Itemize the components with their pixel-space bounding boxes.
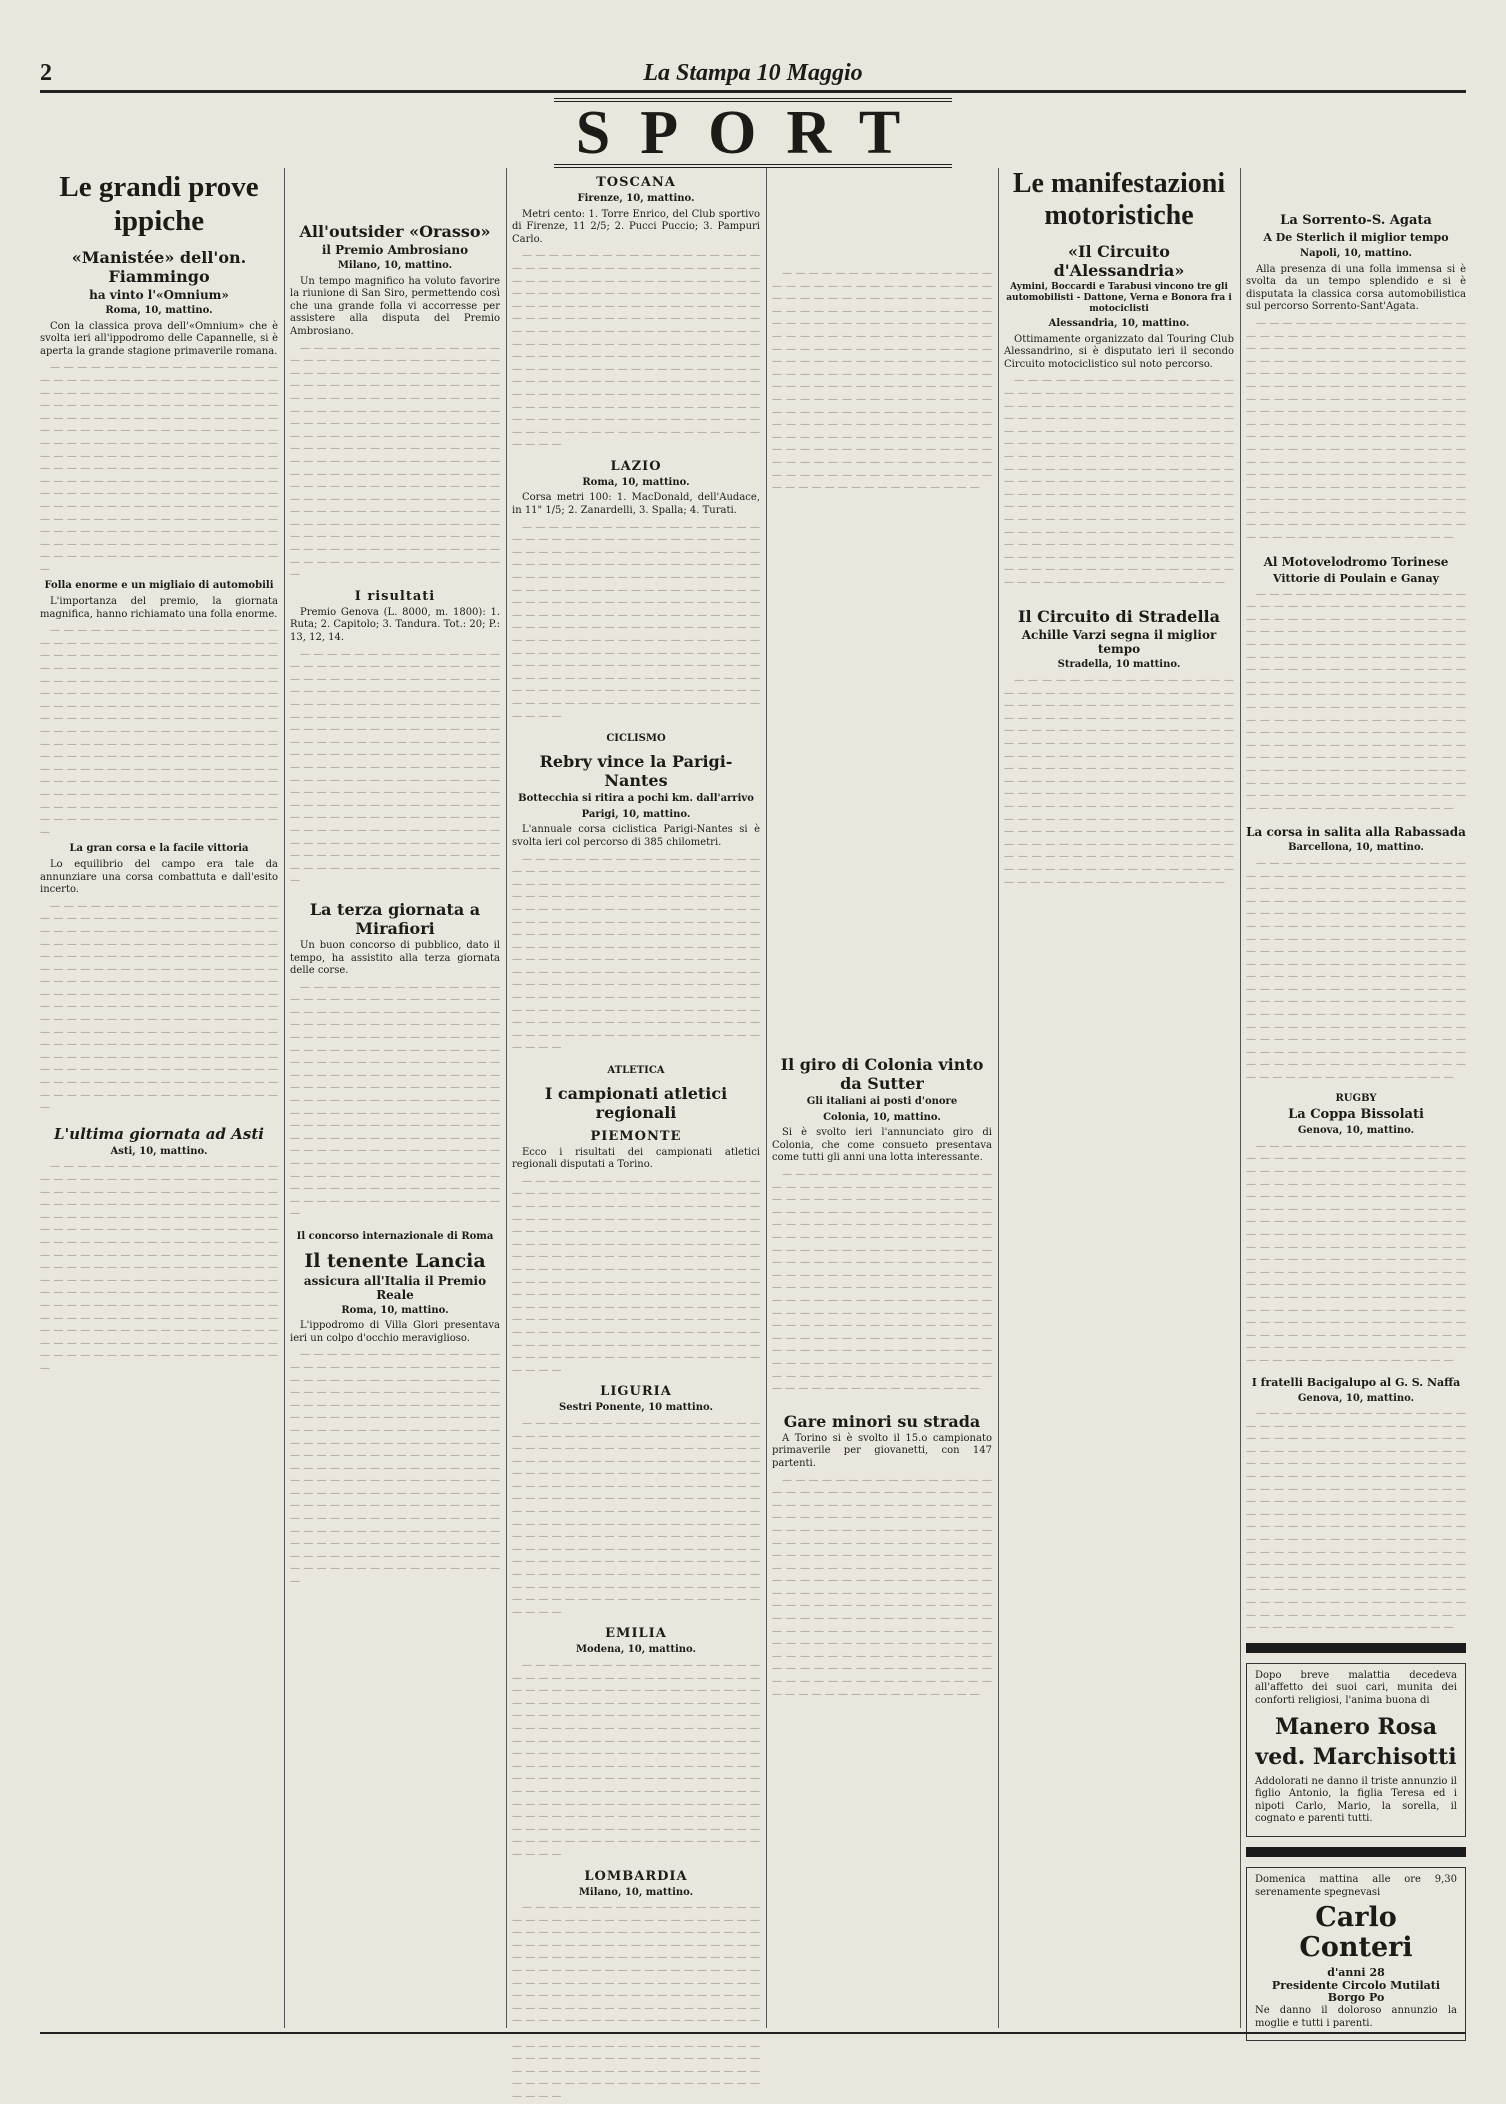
headline-sorrento: La Sorrento-S. Agata (1280, 213, 1432, 228)
section-rugby: RUGBY (1335, 1092, 1377, 1104)
dateline-firenze: Firenze, 10, mattino. (577, 193, 695, 204)
subhead-asti: L'ultima giornata ad Asti (54, 1124, 264, 1143)
article-paragraph: L'annuale corsa ciclistica Parigi-Nantes si è svolta ieri col percorso di 385 chilometri. (512, 824, 760, 848)
article-paragraph: — — — — — — — — — — — — — — — — — — — — — — — — — — — — — — — — — — — — — — — — — — — — — — — — — — — — — — — — — — — — — — — — — — — — — — — — — — — — — — — — — — — — — — — — — — — — — — — — — — — — — — — — — — — — — — — — — — — — — — — — — — — — — — — — — — — — — — — — — — — — — — — — — — — — — — — — — — — — — — — — — — — — — — — — — — — — — — — — — — — — — — — — — — — — — — — — — — — — — — — — — — — — — — — — — — — — — — — — — — — — — — — — — — — — — — — — — — — — — — — — — — — — — — — — — — — — — — — — — — — — — — — — — — — — — — — — — — — — — — — — — — — — — — — — (1246, 588, 1466, 814)
region-emilia: EMILIA (605, 1626, 667, 1642)
column-2 (290, 168, 500, 2028)
subhead-risultati: I risultati (354, 588, 436, 604)
section-banner (40, 98, 1466, 167)
dateline-roma-2: Roma, 10, mattino. (341, 1304, 449, 1316)
article-paragraph: — — — — — — — — — — — — — — — — — — — — — — — — — — — — — — — — — — — — — — — — — — — — — — — — — — — — — — — — — — — — — — — — — — — — — — — — — — — — — — — — — — — — — — — — — — — — — — — — — — — — — — — — — — — — — — — — — — — — — — — — — — — — — — — — — — — — — — — — — — — — — — — — — — — — — — — — — — — — — — — — — — — — — — — — — — — — — — — — — — — — — — — — — — — — — — — — — — — — — — — — — — — — — — — — — — — — — — — — — — — — — — — — — — — — — — — — — — — — — — — — — — — — — — — — — — — — — — — — — — — — — — — — — — — — — — — — — — — — — — — — — — — — — — — — (1246, 317, 1466, 544)
results-paragraph: Premio Genova (L. 8000, m. 1800): 1. Ruta; 2. Capitolo; 3. Tandura. Tot.: 20; P.: 13, 12, 14. (290, 606, 500, 644)
column-6 (1246, 168, 1466, 2028)
article-paragraph: Un tempo magnifico ha voluto favorire la riunione di San Siro, permettendo così che una grande folla vi accorresse per assistere alla disputa del Premio Ambrosiano. (290, 275, 500, 337)
region-liguria: LIGURIA (600, 1384, 672, 1400)
headline-campionati: I campionati atletici regionali (544, 1083, 728, 1122)
headline-rabassada: La corsa in salita alla Rabassada (1246, 825, 1466, 840)
dateline-genova-2: Genova, 10, mattino. (1297, 1392, 1415, 1404)
dateline-stradella: Stradella, 10 mattino. (1057, 659, 1181, 671)
article-paragraph: Con la classica prova dell'«Omnium» che è svolta ieri all'ippodromo delle Capannelle, si è aperta la grande stagione primaverile romana. (40, 320, 278, 357)
dateline-genova: Genova, 10, mattino. (1297, 1125, 1415, 1137)
headline-parigi-nantes: Rebry vince la Parigi-Nantes (539, 751, 733, 790)
page-number: 2 (40, 60, 52, 86)
article-paragraph: L'importanza del premio, la giornata magnifica, hanno richiamato una folla enorme. (40, 596, 278, 620)
top-rule (40, 90, 1466, 93)
article-paragraph: — — — — — — — — — — — — — — — — — — — — — — — — — — — — — — — — — — — — — — — — — — — — — — — — — — — — — — — — — — — — — — — — — — — — — — — — — — — — — — — — — — — — — — — — — — — — — — — — — — — — — — — — — — — — — — — — — — — — — — — — — — — — — — — — — — — — — — — — — — — — — — — — — — — — — — — — — — — — — — — — — — — — — — — — — — — — — — — — — — — — — — — — — — — — — — — — — — — — — — — — — — — — — — — — — — — — — — — — — — — — — — — — — — — — — — — — — — — — — — — — — — — — — — — — — — — — — — — — — — — — — — — — — — — — — — — — — — — — — — — — — — — — — — — — (290, 342, 500, 581)
obituary-conteri (1246, 1867, 1466, 2041)
subhead-folla: Folla enorme e un migliaio di automobili (44, 580, 274, 592)
column-3 (512, 168, 760, 2102)
column-divider (998, 168, 999, 2028)
column-divider (1240, 168, 1241, 2028)
article-paragraph: — — — — — — — — — — — — — — — — — — — — — — — — — — — — — — — — — — — — — — — — — — — — — — — — — — — — — — — — — — — — — — — — — — — — — — — — — — — — — — — — — — — — — — — — — — — — — — — — — — — — — — — — — — — — — — — — — — — — — — — — — — — — — — — — — — — — — — — — — — — — — — — — — — — — — — — — — — — — — — — — — — — — — — — — — — — — — — — — — — — — — — — — — — — — — — — — — — — — — — — — — — — — — — — — — — — — — — — — — — — — — — — — — — — — — — — — — — — — — — — — — — — — — — — — — — — — — — — — — — — — — — — — — — — — — — — — — — — — — — — — — — — — — — — — (40, 362, 278, 575)
dateline-barcellona: Barcellona, 10, mattino. (1288, 842, 1424, 854)
bottom-rule (40, 2032, 1466, 2034)
dateline-modena: Modena, 10, mattino. (575, 1644, 697, 1656)
headline-ippiche: Le grandi prove ippiche (59, 171, 259, 237)
headline-gare-minori: Gare minori su strada (783, 1411, 981, 1431)
subhead-concorso: Il concorso internazionale di Roma (296, 1230, 494, 1242)
subhead-omnium: ha vinto l'«Omnium» (89, 288, 229, 302)
article-paragraph: — — — — — — — — — — — — — — — — — — — — — — — — — — — — — — — — — — — — — — — — — — — — — — — — — — — — — — — — — — — — — — — — — — — — — — — — — — — — — — — — — — — — — — — — — — — — — — — — — — — — — — — — — — — — — — — — — — — — — — — — — — — — — — — — — — — — — — — — — — — — — — — — — — — — — — — — — — — — — — — — — — — — — — — — — — — — — — — — — — — — — — — — — — — — — — — — — — — — — — — — — — — — — — — — — — — — — — — — — — — — — — — — — — — — — — — — — — — — — — — — — — — — — — — — — — — — — — — — — — — — — — — — — — — — — — — — — — — — — — — — — — — — — — — — (512, 250, 760, 451)
article-paragraph: — — — — — — — — — — — — — — — — — — — — — — — — — — — — — — — — — — — — — — — — — — — — — — — — — — — — — — — — — — — — — — — — — — — — — — — — — — — — — — — — — — — — — — — — — — — — — — — — — — — — — — — — — — — — — — — — — — — — — — — — — — — — — — — — — — — — — — — — — — — — — — — — — — — — — — — — — — — — — — — — — — — — — — — — — — — — — — — — — — — — — — — — — — — — — — — — — — — — — — — — — — — — — — — — — — — — — — — — — — — — — — — — — — — — — — — — — — — — — — — — — — — — — — — — — — — — — — — — — — — — — — — — — — — — — — — — — — — — — — — — — — — — — — — — (1004, 675, 1234, 888)
section-ciclismo: CICLISMO (606, 733, 666, 745)
region-lazio: LAZIO (610, 458, 662, 474)
obituary-title: Presidente Circolo Mutilati Borgo Po (1271, 1978, 1441, 2005)
subhead-ambrosiano: il Premio Ambrosiano (321, 243, 469, 257)
dateline-colonia: Colonia, 10, mattino. (823, 1111, 941, 1123)
article-paragraph: Si è svolto ieri l'annunciato giro di Colonia, che come consueto presentava come tutti gli anni una lotta interessante. (772, 1127, 992, 1164)
article-paragraph: — — — — — — — — — — — — — — — — — — — — — — — — — — — — — — — — — — — — — — — — — — — — — — — — — — — — — — — — — — — — — — — — — — — — — — — — — — — — — — — — — — — — — — — — — — — — — — — — — — — — — — — — — — — — — — — — — — — — — — — — — — — — — — — — — — — — — — — — — — — — — — — — — — — — — — — — — — — — — — — — — — — — — — — — — — — — — — — — — — — — — — — — — — — — — — — — — — — — — — — — — — — — — — — — — — — — — — — — — — — — — — — — — — — — — — — — — — — — — — — — — — — — — — — — — — — — — — — — — — — — — — — — — — — — — — — — — — — — — — — — — — — — — — — — (512, 521, 760, 722)
obituary-lead: Domenica mattina alle ore 9,30 serenamente spegnevasi (1255, 1873, 1457, 1898)
column-divider (766, 168, 767, 2028)
region-piemonte: PIEMONTE (590, 1128, 682, 1144)
article-paragraph: Ecco i risultati dei campionati atletici regionali disputati a Torino. (512, 1146, 760, 1171)
subhead-varzi: Achille Varzi segna il miglior tempo (1021, 628, 1217, 657)
column-1 (40, 168, 278, 2028)
dateline-asti: Asti, 10, mattino. (110, 1145, 208, 1157)
dateline-napoli: Napoli, 10, mattino. (1299, 248, 1413, 259)
obituary-age: d'anni 28 (1327, 1966, 1385, 1980)
article-paragraph: — — — — — — — — — — — — — — — — — — — — — — — — — — — — — — — — — — — — — — — — — — — — — — — — — — — — — — — — — — — — — — — — — — — — — — — — — — — — — — — — — — — — — — — — — — — — — — — — — — — — — — — — — — — — — — — — — — — — — — — — — — — — — — — — — — — — — — — — — — — — — — — — — — — — — — — — — — — — — — — — — — — — — — — — — — — — — — — — — — — — — — — — — — — — — — — — — — — — — — — — — — — — — — — — — — — — — — — — — — — — — — — — — — — — — — — — — — — — — — — — — — — — — — — — — — — — — — — — — — — — — — — — — — — — — — — — — — — — — — — — — — — — — — — — (290, 1349, 500, 1588)
headline-motoristiche: Le manifestazioni motoristiche (1012, 168, 1226, 231)
dateline-roma: Roma, 10, mattino. (105, 305, 213, 316)
article-paragraph: — — — — — — — — — — — — — — — — — — — — — — — — — — — — — — — — — — — — — — — — — — — — — — — — — — — — — — — — — — — — — — — — — — — — — — — — — — — — — — — — — — — — — — — — — — — — — — — — — — — — — — — — — — — — — — — — — — — — — — — — — — — — — — — — — — — — — — — — — — — — — — — — — — — — — — — — — — — — — — — — — — — — — — — — — — — — — — — — — — — — — — — — — — — — — — — — — — — — — — — — — — — — — — — — — — — — — — — — — — — — — — — — — — — — — — — — — — — — — — — — — — — — — — — — — — — — — — — — — — — — — — — — — — — — — (512, 1902, 760, 2102)
headline-stradella: Il Circuito di Stradella (1018, 607, 1220, 627)
article-paragraph: Alla presenza di una folla immensa si è svolta da un tempo splendido e si è disputata la classica corsa automobilistica sul percorso Sorrento-Sant'Agata. (1246, 263, 1466, 313)
dateline-parigi: Parigi, 10, mattino. (581, 808, 691, 820)
results-paragraph: Metri cento: 1. Torre Enrico, del Club sportivo di Firenze, 11 2/5; 2. Pucci Puccio; 3. Pampuri Carlo. (512, 208, 760, 245)
article-paragraph: — — — — — — — — — — — — — — — — — — — — — — — — — — — — — — — — — — — — — — — — — — — — — — — — — — — — — — — — — — — — — — — — — — — — — — — — — — — — — — — — — — — — — — — — — — — — — — — — — — — — — — — — — — — — — — — — — — — — — — — — — — — — — — — — — — — — — — — — — — — — — — — — — — — — — — — — — — — — — — — — — — — — — — — — — — — — — — — — — — — — — — — — — — — — — — — — — — — — — — — — — — — — — — — — — — — — — — — — — — — — — — — — — — — — — — — — — — — — — — — — — — — — — — — — — — — — — — — — — — — — — — — — — — — — — — — — — — — — — — — — — — — — — — — — (1004, 375, 1234, 588)
article-paragraph: — — — — — — — — — — — — — — — — — — — — — — — — — — — — — — — — — — — — — — — — — — — — — — — — — — — — — — — — — — — — — — — — — — — — — — — — — — — — — — — — — — — — — — — — — — — — — — — — — — — — — — — — — — — — — — — — — — — — — — — — — — — — — — — — — — — — — — — — — — — — — — — — — — — — — — — — — — — — — — — — — — — — — — — — — — — — — — — — — — — — — — — — — — — — — — — — — — — — — — — — — — — — — — — — — — — — — — — — — — — — — — — — — — — — — — — — — — — — — — — — — — — — — — — — — — — — — — — — — — — — — — — — — — — — — — — — — — — — — — — — — — — — — — — — (40, 1161, 278, 1374)
subhead-orasso: All'outsider «Orasso» (299, 222, 491, 241)
region-lombardia: LOMBARDIA (584, 1868, 688, 1884)
column-divider (284, 168, 285, 2028)
article-paragraph: — — — — — — — — — — — — — — — — — — — — — — — — — — — — — — — — — — — — — — — — — — — — — — — — — — — — — — — — — — — — — — — — — — — — — — — — — — — — — — — — — — — — — — — — — — — — — — — — — — — — — — — — — — — — — — — — — — — — — — — — — — — — — — — — — — — — — — — — — — — — — — — — — — — — — — — — — — — — — — — — — — — — — — — — — — — — — — — — — — — — — — — — — — — — — — — — — — — — — — — — — — — — — — — — — — — — — — — — — — — — — — — — — — — — — — — — — — — — — — — — — — — — — — — — — — — — — — — — — — — — — — — — — — — — — — — — — — — — — — — — — — — — — — — — (40, 900, 278, 1114)
subhead-bottecchia: Bottecchia si ritira a pochi km. dall'arrivo (518, 792, 754, 804)
subhead-premio-reale: assicura all'Italia il Premio Reale (303, 1273, 487, 1302)
obituary-divider (1246, 1643, 1466, 1653)
subhead-vincitori: Aymini, Boccardi e Tarabusi vincono tre gli automobilisti - Dattone, Verna e Bonora fra i motociclisti (1006, 282, 1232, 314)
dateline-alessandria: Alessandria, 10, mattino. (1048, 318, 1190, 329)
column-divider (506, 168, 507, 2028)
obituary-name: Carlo Conteri (1299, 1902, 1413, 1964)
section-atletica: ATLETICA (607, 1065, 665, 1077)
article-paragraph: A Torino si è svolto il 15.o campionato primaverile per giovanetti, con 147 partenti. (772, 1432, 992, 1469)
column-5 (1004, 168, 1234, 2028)
article-paragraph: L'ippodromo di Villa Glori presentava ieri un colpo d'occhio meraviglioso. (290, 1320, 500, 1344)
obituary-marchisotti (1246, 1663, 1466, 1837)
subhead-manistee: «Manistée» dell'on. Fiammingo (71, 248, 247, 286)
obituary-lead: Dopo breve malattia decedeva all'affetto dei suoi cari, munita dei conforti religiosi, l'anima buona di (1255, 1669, 1457, 1706)
article-paragraph: Lo equilibrio del campo era tale da annunziare una corsa combattuta e dall'esito incerto. (40, 858, 278, 896)
article-paragraph: — — — — — — — — — — — — — — — — — — — — — — — — — — — — — — — — — — — — — — — — — — — — — — — — — — — — — — — — — — — — — — — — — — — — — — — — — — — — — — — — — — — — — — — — — — — — — — — — — — — — — — — — — — — — — — — — — — — — — — — — — — — — — — — — — — — — — — — — — — — — — — — — — — — — — — — — — — — — — — — — — — — — — — — — — — — — — — — — — — — — — — — — — — — — — — — — — — — — — — — — — — — — — — — — — — — — — — — — — — — — — — — — — — — — — — — — — — — — — — — — — — — — — — — — — — — — — — — — — — — — — — — — — — — — — — — — — — — — — — — — — — — — — — — — (772, 1169, 992, 1395)
headline-lancia: Il tenente Lancia (304, 1249, 486, 1272)
subhead-alessandria: «Il Circuito d'Alessandria» (1053, 242, 1185, 280)
subhead-de-sterlich: A De Sterlich il miglior tempo (1263, 231, 1449, 244)
column-4 (772, 168, 992, 2028)
dateline-sestri: Sestri Ponente, 10 mattino. (559, 1402, 713, 1414)
obituary-text: Ne danno il doloroso annunzio la moglie e tutti i parenti. (1255, 2004, 1457, 2029)
dateline-milano-2: Milano, 10, mattino. (578, 1886, 694, 1898)
headline-bacigalupo: I fratelli Bacigalupo al G. S. Naffa (1251, 1375, 1461, 1389)
obituary-name: Manero Rosa ved. Marchisotti (1255, 1713, 1457, 1770)
newspaper-masthead: La Stampa 10 Maggio (643, 60, 863, 86)
region-toscana: TOSCANA (596, 175, 676, 190)
dateline-roma-3: Roma, 10, mattino. (582, 476, 690, 488)
article-paragraph: — — — — — — — — — — — — — — — — — — — — — — — — — — — — — — — — — — — — — — — — — — — — — — — — — — — — — — — — — — — — — — — — — — — — — — — — — — — — — — — — — — — — — — — — — — — — — — — — — — — — — — — — — — — — — — — — — — — — — — — — — — — — — — — — — — — — — — — — — — — — — — — — — — — — — — — — — — — — — — — — — — — — — — — — — — — — — — — — — — — — — — — — — — — — — — — — — — — — — — — — — — — — — — — — — — — — — — — — — — — — — — — — — — — — — — — — — — — — — — — — — — — — — — — — — — — — — — — — — — — — — — — — — — — — — — — — — — — — — — — — — — — — — — — — (772, 1474, 992, 1700)
article-paragraph: Un buon concorso di pubblico, dato il tempo, ha assistito alla terza giornata delle corse. (290, 939, 500, 977)
obituary-text: Addolorati ne danno il triste annunzio il figlio Antonio, la figlia Teresa ed i nipoti Carlo, Mario, la sorella, il cognato e parenti tutti. (1255, 1775, 1457, 1825)
article-paragraph: — — — — — — — — — — — — — — — — — — — — — — — — — — — — — — — — — — — — — — — — — — — — — — — — — — — — — — — — — — — — — — — — — — — — — — — — — — — — — — — — — — — — — — — — — — — — — — — — — — — — — — — — — — — — — — — — — — — — — — — — — — — — — — — — — — — — — — — — — — — — — — — — — — — — — — — — — — — — — — — — — — — — — — — — — — — — — — — — — — — — — — — — — — — — — — — — — — — — — — — — — — — — — — — — — — — — — — — — — — — — — — — — — — — — — — — — — — — — — — — — — — — — — — — — — — — — — — — — — — — — — — — — — — — — — — — — — — — — — — — — — — — — — — — — (290, 648, 500, 887)
headline-motovelodromo: Al Motovelodromo Torinese (1263, 554, 1449, 569)
article-paragraph: — — — — — — — — — — — — — — — — — — — — — — — — — — — — — — — — — — — — — — — — — — — — — — — — — — — — — — — — — — — — — — — — — — — — — — — — — — — — — — — — — — — — — — — — — — — — — — — — — — — — — — — — — — — — — — — — — — — — — — — — — — — — — — — — — — — — — — — — — — — — — — — — — — — — — — — — — — — — — — — — — — — — — — — — — — — — — — — — — — — — — — — — — — — — — — — — — — — — — — — — — — — — — — — — — — — — — — — — — — — — — — — — — — — — — — — — — — — — — — — — — — — — — — — — — — — — — — — — — — — — — — — — — — — — — — — — — — — — — — — — — — — — — — — — (772, 268, 992, 494)
article-paragraph: Ottimamente organizzato dal Touring Club Alessandrino, si è disputato ieri il secondo Circuito motociclistico sul noto percorso. (1004, 333, 1234, 370)
article-paragraph: — — — — — — — — — — — — — — — — — — — — — — — — — — — — — — — — — — — — — — — — — — — — — — — — — — — — — — — — — — — — — — — — — — — — — — — — — — — — — — — — — — — — — — — — — — — — — — — — — — — — — — — — — — — — — — — — — — — — — — — — — — — — — — — — — — — — — — — — — — — — — — — — — — — — — — — — — — — — — — — — — — — — — — — — — — — — — — — — — — — — — — — — — — — — — — — — — — — — — — — — — — — — — — — — — — — — — — — — — — — — — — — — — — — — — — — — — — — — — — — — — — — — — — — — — — — — — — — — — — — — — — — — — — — — — — — — — — — — — — — — — — — — — — — — (1246, 1140, 1466, 1366)
article-paragraph: — — — — — — — — — — — — — — — — — — — — — — — — — — — — — — — — — — — — — — — — — — — — — — — — — — — — — — — — — — — — — — — — — — — — — — — — — — — — — — — — — — — — — — — — — — — — — — — — — — — — — — — — — — — — — — — — — — — — — — — — — — — — — — — — — — — — — — — — — — — — — — — — — — — — — — — — — — — — — — — — — — — — — — — — — — — — — — — — — — — — — — — — — — — — — — — — — — — — — — — — — — — — — — — — — — — — — — — — — — — — — — — — — — — — — — — — — — — — — — — — — — — — — — — — — — — — — — — — — — — — — — — — — — — — — — — — — — — — — — — — — — — — — — — — (1246, 1408, 1466, 1634)
article-paragraph: — — — — — — — — — — — — — — — — — — — — — — — — — — — — — — — — — — — — — — — — — — — — — — — — — — — — — — — — — — — — — — — — — — — — — — — — — — — — — — — — — — — — — — — — — — — — — — — — — — — — — — — — — — — — — — — — — — — — — — — — — — — — — — — — — — — — — — — — — — — — — — — — — — — — — — — — — — — — — — — — — — — — — — — — — — — — — — — — — — — — — — — — — — — — — — — — — — — — — — — — — — — — — — — — — — — — — — — — — — — — — — — — — — — — — — — — — — — — — — — — — — — — — — — — — — — — — — — — — — — — — — — — — — — — — — — — — — — — — — — — — — — — — — — — (40, 625, 278, 838)
article-paragraph: — — — — — — — — — — — — — — — — — — — — — — — — — — — — — — — — — — — — — — — — — — — — — — — — — — — — — — — — — — — — — — — — — — — — — — — — — — — — — — — — — — — — — — — — — — — — — — — — — — — — — — — — — — — — — — — — — — — — — — — — — — — — — — — — — — — — — — — — — — — — — — — — — — — — — — — — — — — — — — — — — — — — — — — — — — — — — — — — — — — — — — — — — — — — — — — — — — — — — — — — — — — — — — — — — — — — — — — — — — — — — — — — — — — — — — — — — — — — — — — — — — — — — — — — — — — — — — — — — — — — — — — — — — — — — — — — — — — — — — — — — — — — — — — — (512, 1175, 760, 1376)
article-paragraph: — — — — — — — — — — — — — — — — — — — — — — — — — — — — — — — — — — — — — — — — — — — — — — — — — — — — — — — — — — — — — — — — — — — — — — — — — — — — — — — — — — — — — — — — — — — — — — — — — — — — — — — — — — — — — — — — — — — — — — — — — — — — — — — — — — — — — — — — — — — — — — — — — — — — — — — — — — — — — — — — — — — — — — — — — — — — — — — — — — — — — — — — — — — — — — — — — — — — — — — — — — — — — — — — — — — — — — — — — — — — — — — — — — — — — — — — — — — — — — — — — — — — — — — — — — — — — — — — — — — — — — — — — — — — — — — — — — — — — — — — — — — — — — — — (512, 1660, 760, 1860)
subhead-gran-corsa: La gran corsa e la facile vittoria (69, 843, 249, 855)
results-paragraph: Corsa metri 100: 1. MacDonald, dell'Audace, in 11" 1/5; 2. Zanardelli, 3. Spalla; 4. Turati. (512, 492, 760, 517)
obituary-divider (1246, 1847, 1466, 1857)
headline-colonia: Il giro di Colonia vinto da Sutter (780, 1054, 984, 1093)
article-paragraph: — — — — — — — — — — — — — — — — — — — — — — — — — — — — — — — — — — — — — — — — — — — — — — — — — — — — — — — — — — — — — — — — — — — — — — — — — — — — — — — — — — — — — — — — — — — — — — — — — — — — — — — — — — — — — — — — — — — — — — — — — — — — — — — — — — — — — — — — — — — — — — — — — — — — — — — — — — — — — — — — — — — — — — — — — — — — — — — — — — — — — — — — — — — — — — — — — — — — — — — — — — — — — — — — — — — — — — — — — — — — — — — — — — — — — — — — — — — — — — — — — — — — — — — — — — — — — — — — — — — — — — — — — — — — — — — — — — — — — — — — — — — — — — — — (512, 853, 760, 1054)
article-paragraph: — — — — — — — — — — — — — — — — — — — — — — — — — — — — — — — — — — — — — — — — — — — — — — — — — — — — — — — — — — — — — — — — — — — — — — — — — — — — — — — — — — — — — — — — — — — — — — — — — — — — — — — — — — — — — — — — — — — — — — — — — — — — — — — — — — — — — — — — — — — — — — — — — — — — — — — — — — — — — — — — — — — — — — — — — — — — — — — — — — — — — — — — — — — — — — — — — — — — — — — — — — — — — — — — — — — — — — — — — — — — — — — — — — — — — — — — — — — — — — — — — — — — — — — — — — — — — — — — — — — — — — — — — — — — — — — — — — — — — — — — — — — — — — — — (1246, 857, 1466, 1084)
subhead-italiani: Gli italiani ai posti d'onore (806, 1095, 958, 1107)
article-paragraph: — — — — — — — — — — — — — — — — — — — — — — — — — — — — — — — — — — — — — — — — — — — — — — — — — — — — — — — — — — — — — — — — — — — — — — — — — — — — — — — — — — — — — — — — — — — — — — — — — — — — — — — — — — — — — — — — — — — — — — — — — — — — — — — — — — — — — — — — — — — — — — — — — — — — — — — — — — — — — — — — — — — — — — — — — — — — — — — — — — — — — — — — — — — — — — — — — — — — — — — — — — — — — — — — — — — — — — — — — — — — — — — — — — — — — — — — — — — — — — — — — — — — — — — — — — — — — — — — — — — — — — — — — — — — — — — — — — — — — — — — — — — — — — — — (512, 1417, 760, 1618)
dateline-milano: Milano, 10, mattino. (337, 260, 453, 271)
subhead-poulain: Vittorie di Poulain e Ganay (1272, 571, 1439, 585)
headline-bissolati: La Coppa Bissolati (1288, 1107, 1424, 1123)
article-paragraph: — — — — — — — — — — — — — — — — — — — — — — — — — — — — — — — — — — — — — — — — — — — — — — — — — — — — — — — — — — — — — — — — — — — — — — — — — — — — — — — — — — — — — — — — — — — — — — — — — — — — — — — — — — — — — — — — — — — — — — — — — — — — — — — — — — — — — — — — — — — — — — — — — — — — — — — — — — — — — — — — — — — — — — — — — — — — — — — — — — — — — — — — — — — — — — — — — — — — — — — — — — — — — — — — — — — — — — — — — — — — — — — — — — — — — — — — — — — — — — — — — — — — — — — — — — — — — — — — — — — — — — — — — — — — — — — — — — — — — — — — — — — — — — — — (290, 981, 500, 1220)
folio-bar (40, 60, 1466, 88)
headline-mirafiori: La terza giornata a Mirafiori (309, 899, 481, 938)
section-title: SPORT (554, 98, 953, 168)
